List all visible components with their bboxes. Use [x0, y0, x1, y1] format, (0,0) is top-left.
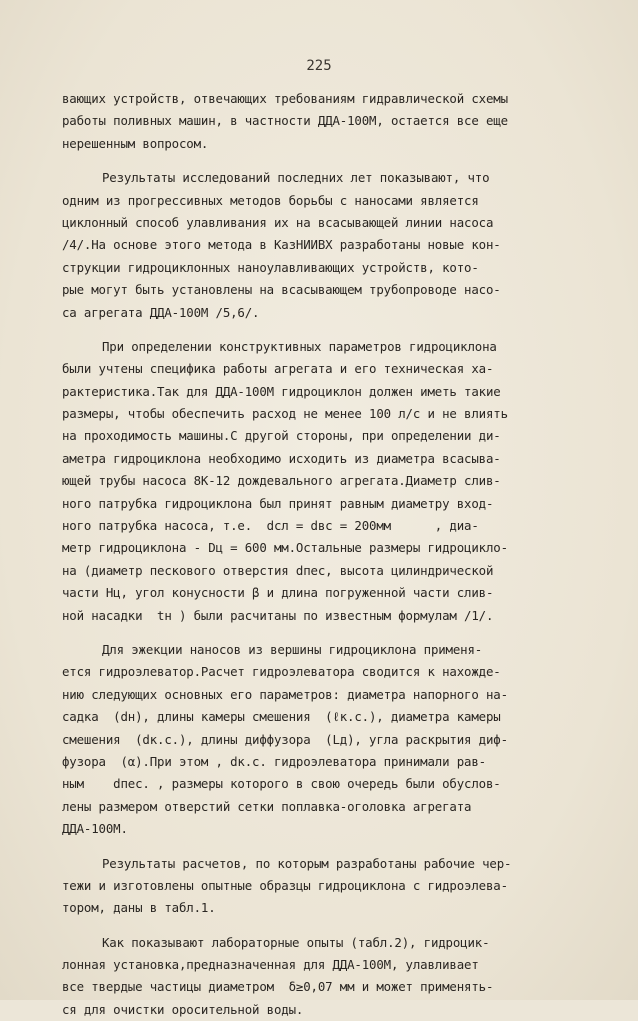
text-line: При определении конструктивных параметров гидроциклона [102, 338, 497, 354]
text-line: аметра гидроциклона необходимо исходить из диаметра всасыва- [62, 450, 501, 466]
text-line: нерешенным вопросом. [62, 135, 209, 151]
paragraph [62, 88, 582, 155]
text-line: ной насадки tн ) были расчитаны по известным формулам /1/. [62, 607, 494, 623]
text-line: тежи и изготовлены опытные образцы гидроциклона с гидроэлева- [62, 877, 508, 893]
paragraph [62, 167, 582, 324]
text-line: Как показывают лабораторные опыты (табл.2), гидроцик- [102, 934, 490, 950]
text-line: ется гидроэлеватор.Расчет гидроэлеватора сводится к нахожде- [62, 664, 501, 680]
text-line: смешения (dк.с.), длины диффузора (Lд), угла раскрытия диф- [62, 731, 508, 747]
text-line: тором, даны в табл.1. [62, 900, 216, 916]
text-line: циклонный способ улавливания их на всасывающей линии насоса [62, 214, 494, 230]
paragraph [62, 336, 582, 627]
text-line: ющей трубы насоса 8К-12 дождевального агрегата.Диаметр слив- [62, 473, 501, 489]
paragraph [62, 639, 582, 841]
text-line: ным dпес. , размеры которого в свою очередь были обуслов- [62, 776, 501, 792]
text-line: на проходимость машины.С другой стороны, при определении ди- [62, 428, 501, 444]
body-text [62, 88, 582, 1021]
text-line: были учтены специфика работы агрегата и его техническая ха- [62, 361, 494, 377]
text-line: струкции гидроциклонных наноулавливающих устройств, кото- [62, 259, 479, 275]
text-line: рые могут быть установлены на всасывающем трубопроводе насо- [62, 282, 501, 298]
text-line: одним из прогрессивных методов борьбы с наносами является [62, 192, 479, 208]
text-line: садка (dн), длины камеры смешения (ℓк.с.), диаметра камеры [62, 709, 501, 725]
text-line: вающих устройств, отвечающих требованиям гидравлической схемы [62, 91, 508, 106]
text-line: размеры, чтобы обеспечить расход не менее 100 л/с и не влиять [62, 406, 508, 422]
paragraph [62, 853, 582, 920]
text-line: рактеристика.Так для ДДА-100М гидроциклон должен иметь такие [62, 383, 501, 399]
text-line: ДДА-100М. [62, 821, 128, 837]
text-line: Результаты исследований последних лет показывают, что [102, 170, 490, 186]
text-line: лонная установка,предназначенная для ДДА-100М, улавливает [62, 957, 479, 973]
text-line: фузора (α).При этом , dк.с. гидроэлеватора принимали рав- [62, 753, 486, 769]
text-line: метр гидроциклона - Dц = 600 мм.Остальные размеры гидроцикло- [62, 540, 508, 556]
page-number: 225 [306, 58, 332, 74]
text-line: на (диаметр пескового отверстия dпес, высота цилиндрической [62, 562, 494, 578]
text-line: ного патрубка насоса, т.е. dсл = dвс = 200мм , диа- [62, 518, 479, 534]
text-line: Результаты расчетов, по которым разработаны рабочие чер- [102, 855, 512, 871]
text-line: части Нц, угол конусности β и длина погруженной части слив- [62, 585, 494, 601]
text-line: все твердые частицы диаметром δ≥0,07 мм и может применять- [62, 979, 494, 995]
text-line: работы поливных машин, в частности ДДА-100М, остается все еще [62, 113, 508, 129]
text-line: лены размером отверстий сетки поплавка-оголовка агрегата [62, 798, 472, 814]
text-line: ного патрубка гидроциклона был принят равным диаметру вход- [62, 495, 494, 511]
text-line: /4/.На основе этого метода в КазНИИВХ разработаны новые кон- [62, 237, 501, 253]
text-line: са агрегата ДДА-100М /5,6/. [62, 304, 260, 320]
text-line: Для эжекции наносов из вершины гидроциклона применя- [102, 641, 483, 657]
text-line: ся для очистки оросительной воды. [62, 1001, 304, 1017]
paragraph [62, 932, 582, 1021]
text-line: нию следующих основных его параметров: диаметра напорного на- [62, 686, 508, 702]
